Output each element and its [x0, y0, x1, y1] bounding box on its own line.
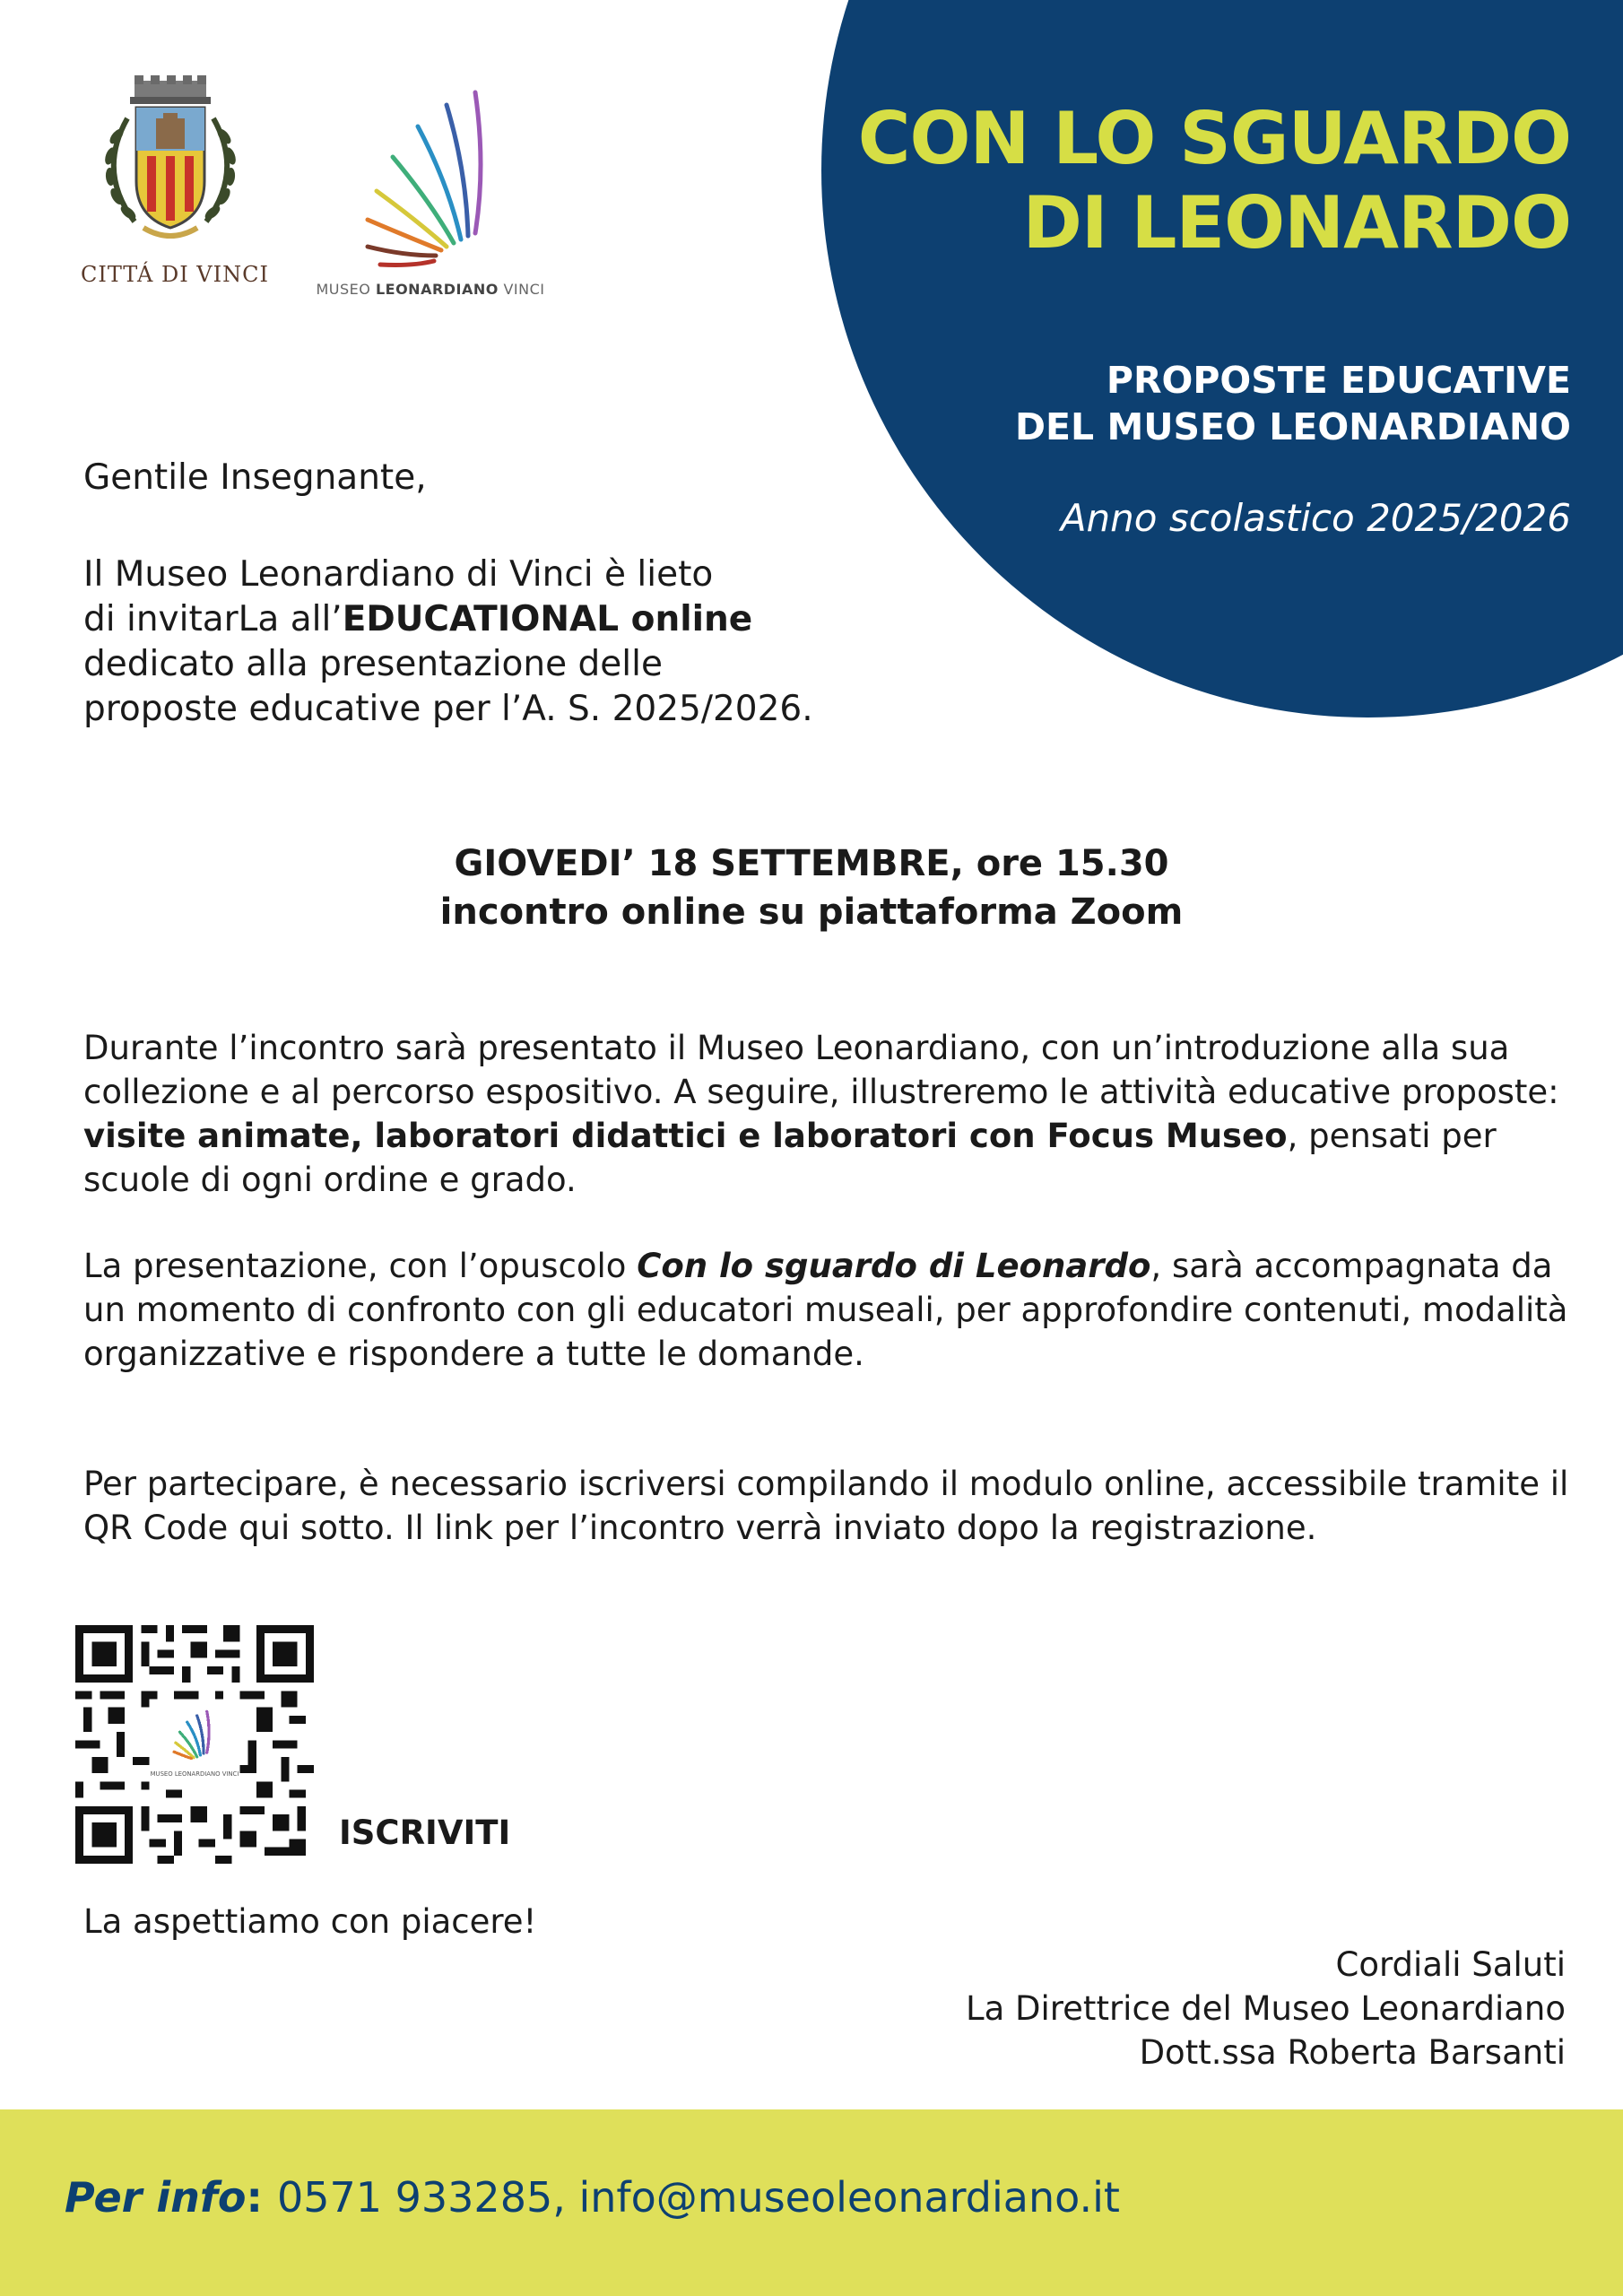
rainbow-strokes-icon [341, 85, 520, 274]
educational-online-highlight: EDUCATIONAL online [342, 599, 753, 639]
hero-subtitle [1015, 357, 1571, 450]
event-date: GIOVEDI’ 18 SETTEMBRE, ore 15.30 [454, 843, 1169, 884]
hero-title-line1: CON LO SGUARDO [857, 97, 1571, 180]
citta-di-vinci-logo [81, 74, 269, 287]
intro-line3: dedicato alla presentazione delle [83, 644, 663, 684]
hero-subtitle-line2: DEL MUSEO LEONARDIANO [1015, 405, 1571, 448]
signature [966, 1943, 1566, 2074]
signature-greeting: Cordiali Saluti [1335, 1945, 1566, 1984]
coat-of-arms-icon [81, 74, 260, 253]
p1-text-a: Durante l’incontro sarà presentato il Museo Leonardiano, con un’introduzione alla sua collezione e al percorso espositivo. A seguire, illustreremo le attività educative proposte: [83, 1029, 1559, 1111]
presentation-paragraph [83, 1244, 1590, 1376]
footer-contact[interactable]: 0571 933285, info@museoleonardiano.it [276, 2173, 1120, 2222]
registration-paragraph: Per partecipare, è necessario iscriversi compilando il modulo online, accessibile tramite il QR Code qui sotto. Il link per l’incontro verrà inviato dopo la registrazione. [83, 1465, 1569, 1547]
intro-line4: proposte educative per l’A. S. 2025/2026. [83, 689, 813, 729]
hero-subtitle-line1: PROPOSTE EDUCATIVE [1106, 359, 1571, 402]
activities-highlight: visite animate, laboratori didattici e laboratori con Focus Museo [83, 1117, 1288, 1155]
hero-title [858, 97, 1571, 265]
footer-bar [0, 2109, 1623, 2296]
museo-caption-prefix: MUSEO [316, 281, 371, 298]
intro-line2: di invitarLa all’ [83, 599, 343, 639]
p2-text-a: La presentazione, con l’opuscolo [83, 1247, 638, 1285]
footer-info-label: Per info [65, 2173, 247, 2222]
qr-logo-caption [151, 1770, 239, 1778]
vinci-logo-caption: CITTÁ DI VINCI [81, 262, 269, 287]
booklet-title: Con lo sguardo di Leonardo [637, 1247, 1151, 1285]
intro-paragraph [83, 552, 980, 732]
intro-line1: Il Museo Leonardiano di Vinci è lieto [83, 554, 714, 595]
signature-role: La Direttrice del Museo Leonardiano [965, 1989, 1566, 2028]
footer-separator: : [246, 2173, 277, 2222]
footer-info [65, 2172, 1120, 2222]
event-platform: incontro online su piattaforma Zoom [439, 891, 1184, 933]
event-details [0, 839, 1623, 936]
hero-title-line2: DI LEONARDO [1022, 181, 1571, 265]
school-year: Anno scolastico 2025/2026 [1060, 496, 1571, 540]
museo-logo-caption [314, 281, 547, 298]
p1-text-b: , pensati per scuole di ogni ordine e grado. [83, 1117, 1497, 1199]
p2-text-b: , sarà accompagnata da un momento di confronto con gli educatori museali, per approfondire contenuti, modalità organizzative e rispondere a tutte le domande. [83, 1247, 1568, 1373]
museo-leonardiano-logo [314, 85, 547, 298]
qr-code[interactable] [75, 1625, 314, 1864]
museo-caption-suffix: VINCI [503, 281, 545, 298]
closing-line: La aspettiamo con piacere! [83, 1902, 537, 1941]
museo-caption-main: LEONARDIANO [375, 281, 499, 298]
description-paragraph [83, 1026, 1590, 1202]
greeting: Gentile Insegnante, [83, 457, 427, 498]
signature-name: Dott.ssa Roberta Barsanti [1139, 2033, 1566, 2072]
iscriviti-label[interactable]: ISCRIVITI [339, 1813, 511, 1852]
